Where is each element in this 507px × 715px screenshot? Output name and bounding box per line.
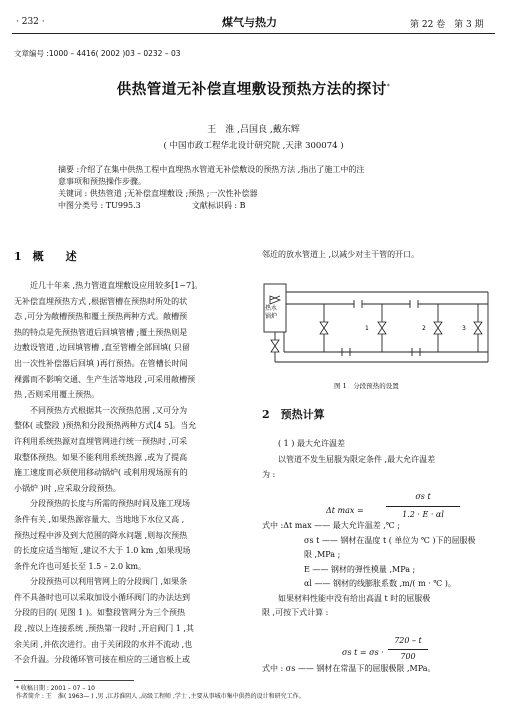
text-line: 出一次性补偿器后回填 )再行预热。在管槽长时间 xyxy=(14,358,188,368)
section-2-body xyxy=(262,436,498,483)
text-line: 边敷设管道 ,边回填管槽 ,直至管槽全部回填( 只留 xyxy=(14,343,190,353)
formula-1-numerator: σs t xyxy=(415,492,431,501)
text-line: 预热过程中涉及到大范围的降水问题 ,则每次预热 xyxy=(14,530,188,540)
text-line: 分段预热可以利用管网上的分段阀门 ,如果条 xyxy=(30,577,188,587)
text-line: 分段预热的长度与所需的预热时间及施工现场 xyxy=(30,499,190,509)
classification-number: 中图分类号 : TU995.3 xyxy=(58,201,141,210)
definition-line: 式中 :Δt max —— 最大允许温差 ,℃ ; xyxy=(262,521,400,530)
left-column-text xyxy=(14,278,246,668)
right-column-intro xyxy=(262,247,419,263)
valve-icon xyxy=(270,296,280,304)
footnote-rule xyxy=(14,680,134,681)
text-line: 施工速度而必须使用移动锅炉( 或利用现场原有的 xyxy=(14,468,188,478)
formula-2-lhs: σs t = σs · xyxy=(342,648,384,657)
text-line: 限 ,可按下式计算 : xyxy=(262,608,329,617)
affiliation: ( 中国市政工程华北设计研究院 ,天津 300074 ) xyxy=(163,141,344,151)
document-code: 文献标识码 : B xyxy=(191,201,246,210)
text-line: 热的特点是先预热管道后回填管槽 ;覆土预热则是 xyxy=(14,327,188,337)
title-footnote-mark: * xyxy=(386,83,391,91)
footnote-received: * 收稿日期 : 2001 – 07 – 10 xyxy=(16,685,95,692)
text-line: 许利用系统热源对直埋管网进行统一预热时 ,可采 xyxy=(14,436,188,446)
text-line: 条件有关 ,如果热源容量大、当地地下水位又高 , xyxy=(14,514,185,524)
issue-info: 第 22 卷 第 3 期 xyxy=(410,20,484,30)
text-line: 以管道不发生屈服为限定条件 ,最大允许温差 xyxy=(278,454,436,464)
text-line: 邻近的放水管道上 ,以减少对主干管的开口。 xyxy=(262,250,420,259)
valve-icon xyxy=(320,322,328,334)
classification-row xyxy=(58,200,458,212)
definition-line: 限 ,MPa ; xyxy=(304,550,341,559)
text-line: 条件允许也可延长至 1.5 – 2.0 km。 xyxy=(14,561,147,571)
valve-icon xyxy=(434,322,442,334)
article-number: 文章编号 :1000 – 4416( 2002 )03 – 0232 – 03 xyxy=(14,49,181,58)
text-line: 不同预热方式根据其一次预热范围 ,又可分为 xyxy=(30,405,188,415)
text-line: 如果材料性能中没有给出高温 t 时的屈服极 xyxy=(278,593,431,603)
text-line: 的长度应适当缩短 ,建议不大于 1.0 km ,如果现场 xyxy=(14,546,191,556)
valve-number-1: 1 xyxy=(365,325,369,332)
journal-name: 煤气与热力 xyxy=(222,16,277,29)
text-line: 小锅炉 )时 ,应采取分段预热。 xyxy=(14,483,121,493)
boiler-label-1: 热水 xyxy=(265,305,278,312)
text-line: 余关闭 ,并依次进行。由于关闭段的水并不流动 ,也 xyxy=(14,639,193,649)
abstract-line: 意事项和预热操作步骤。 xyxy=(58,177,146,186)
valve-number-2: 2 xyxy=(422,325,426,332)
abstract-block xyxy=(58,164,458,212)
text-line: 不会升温。分段循环管可接在相应的三通盲板上或 xyxy=(14,655,190,665)
formula-2-numerator: 720 – t xyxy=(394,636,422,645)
text-line: 取整体预热。如果不能利用系统热源 ,或为了提高 xyxy=(14,452,188,462)
footnote-author-bio: 作者简介 : 王 淮( 1963— ) ,男 ,江苏淮阴人 ,高级工程师 ,学士 ,主要从事城市集中供热的设计和研究工作。 xyxy=(16,693,305,700)
valve-icon xyxy=(474,322,482,334)
text-line: 段 ,按以上连接系统 ,预热第一段时 ,开启阀门 1 ,其 xyxy=(14,624,194,634)
page-number: · 232 · xyxy=(16,17,45,27)
boiler-label-2: 锅炉 xyxy=(265,313,278,320)
definition-line: 式中 : σs —— 钢材在常温下的屈服极限 ,MPa。 xyxy=(262,664,436,673)
title-text: 供热管道无补偿直埋敷设预热方法的探讨 xyxy=(116,82,387,98)
authors: 王 淮 ,吕国良 ,戴东辉 xyxy=(207,125,300,135)
keywords: 关键词 : 供热管道 ;无补偿直埋敷设 ;预热 ;一次性补偿器 xyxy=(58,189,258,198)
text-line: 分段的目的( 见图 1 )。如整段管网分为三个预热 xyxy=(14,608,185,618)
text-line: 近几十年来 ,热力管道直埋敷设应用较多[1~7]。 xyxy=(30,281,203,290)
paper-title xyxy=(0,78,507,99)
subsection-heading: ( 1 ) 最大允许温差 xyxy=(278,439,345,448)
section-1-heading: 1 概 述 xyxy=(14,250,77,263)
abstract-line: 摘要 :介绍了在集中供热工程中直埋热水管道无补偿敷设的预热方法 ,指出了施工中的注 xyxy=(58,165,365,174)
valve-icon xyxy=(378,322,386,334)
definition-line: σs t —— 钢材在温度 t ( 单位为 ℃ )下的屈服极 xyxy=(304,535,476,545)
formula-2-denominator: 700 xyxy=(400,652,416,661)
formula-2-definition xyxy=(262,661,436,677)
valve-icon xyxy=(271,340,279,352)
footnote xyxy=(16,685,305,701)
definition-line: αl —— 钢材的线膨胀系数 ,m/( m · ℃ )。 xyxy=(304,579,456,588)
text-line: 热 ,否则采用覆土预热。 xyxy=(14,390,100,400)
text-line: 裸露而不影响交通、生产生活等地段 ,可采用敞槽预 xyxy=(14,374,196,384)
section-2-heading: 2 预热计算 xyxy=(262,408,325,421)
formula-1-definitions xyxy=(262,519,498,621)
text-line: 无补偿直埋预热方式 ,根据管槽在预热时所处的状 xyxy=(14,296,188,306)
text-line: 为 : xyxy=(262,470,276,480)
text-line: 态 ,可分为敞槽预热和覆土预热两种方式。敞槽预 xyxy=(14,312,188,322)
formula-1-denominator: 1.2 · E · αl xyxy=(402,510,444,519)
text-line: 整体( 或整段 )预热和分段预热两种方式[4 5]。当允 xyxy=(14,421,197,431)
formula-1-lhs: Δt max = xyxy=(326,506,364,515)
definition-line: E —— 钢材的弹性模量 ,MPa ; xyxy=(304,564,416,574)
valve-number-3: 3 xyxy=(462,325,466,332)
header-rule xyxy=(12,33,495,34)
figure-1-diagram xyxy=(262,270,498,378)
figure-1-caption: 图 1 分段预热的设置 xyxy=(334,382,399,390)
text-line: 件不具备时也可以采取加设小循环阀门的办法达到 xyxy=(14,592,190,602)
